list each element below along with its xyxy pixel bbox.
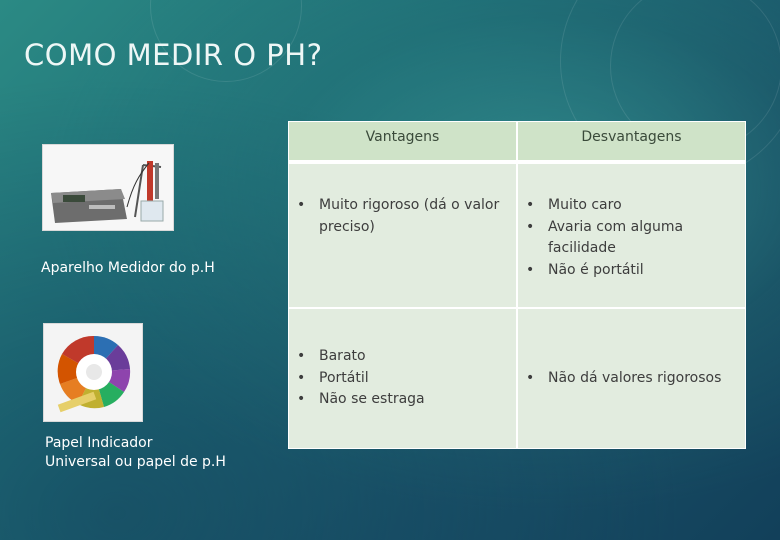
table-cell-paper-disadvantages	[517, 308, 746, 449]
indicator-paper-caption	[45, 434, 226, 472]
list-item-line: • Não é portátil	[548, 261, 644, 278]
list-item	[526, 260, 683, 282]
slide-title: COMO MEDIR O PH?	[24, 38, 323, 72]
list-item-line: • Barato	[319, 348, 366, 364]
table-cell-meter-advantages	[288, 163, 517, 308]
table-header-advantages: Vantagens	[288, 121, 517, 163]
indicator-paper-image	[43, 323, 143, 422]
table-cell-meter-disadvantages	[517, 163, 746, 308]
list-item-line: • Muito rigoroso (dá o valor	[319, 197, 500, 213]
list-item	[297, 368, 425, 390]
ph-meter-caption: Aparelho Medidor do p.H	[41, 260, 215, 276]
list-item-line: facilidade	[548, 240, 616, 256]
list-item	[526, 195, 683, 217]
list-item	[297, 346, 425, 368]
table-cell-paper-advantages	[288, 308, 517, 449]
list-item-line: preciso)	[319, 218, 375, 235]
list-item-line: • Portátil	[319, 369, 369, 386]
list-item	[297, 195, 499, 238]
indicator-paper-caption-line: Papel Indicador	[45, 435, 153, 451]
list-item	[526, 217, 683, 260]
indicator-paper-caption-line: Universal ou papel de p.H	[45, 454, 226, 470]
list-item-line: • Muito caro	[548, 197, 622, 213]
list-item-line: • Avaria com alguma	[548, 218, 684, 235]
list-item	[526, 368, 721, 390]
comparison-table	[288, 121, 746, 449]
list-item	[297, 389, 425, 411]
table-header-disadvantages: Desvantagens	[517, 121, 746, 163]
list-item-line: • Não dá valores rigorosos	[548, 370, 722, 386]
list-item-line: • Não se estraga	[319, 391, 425, 407]
ph-meter-image	[42, 144, 174, 231]
